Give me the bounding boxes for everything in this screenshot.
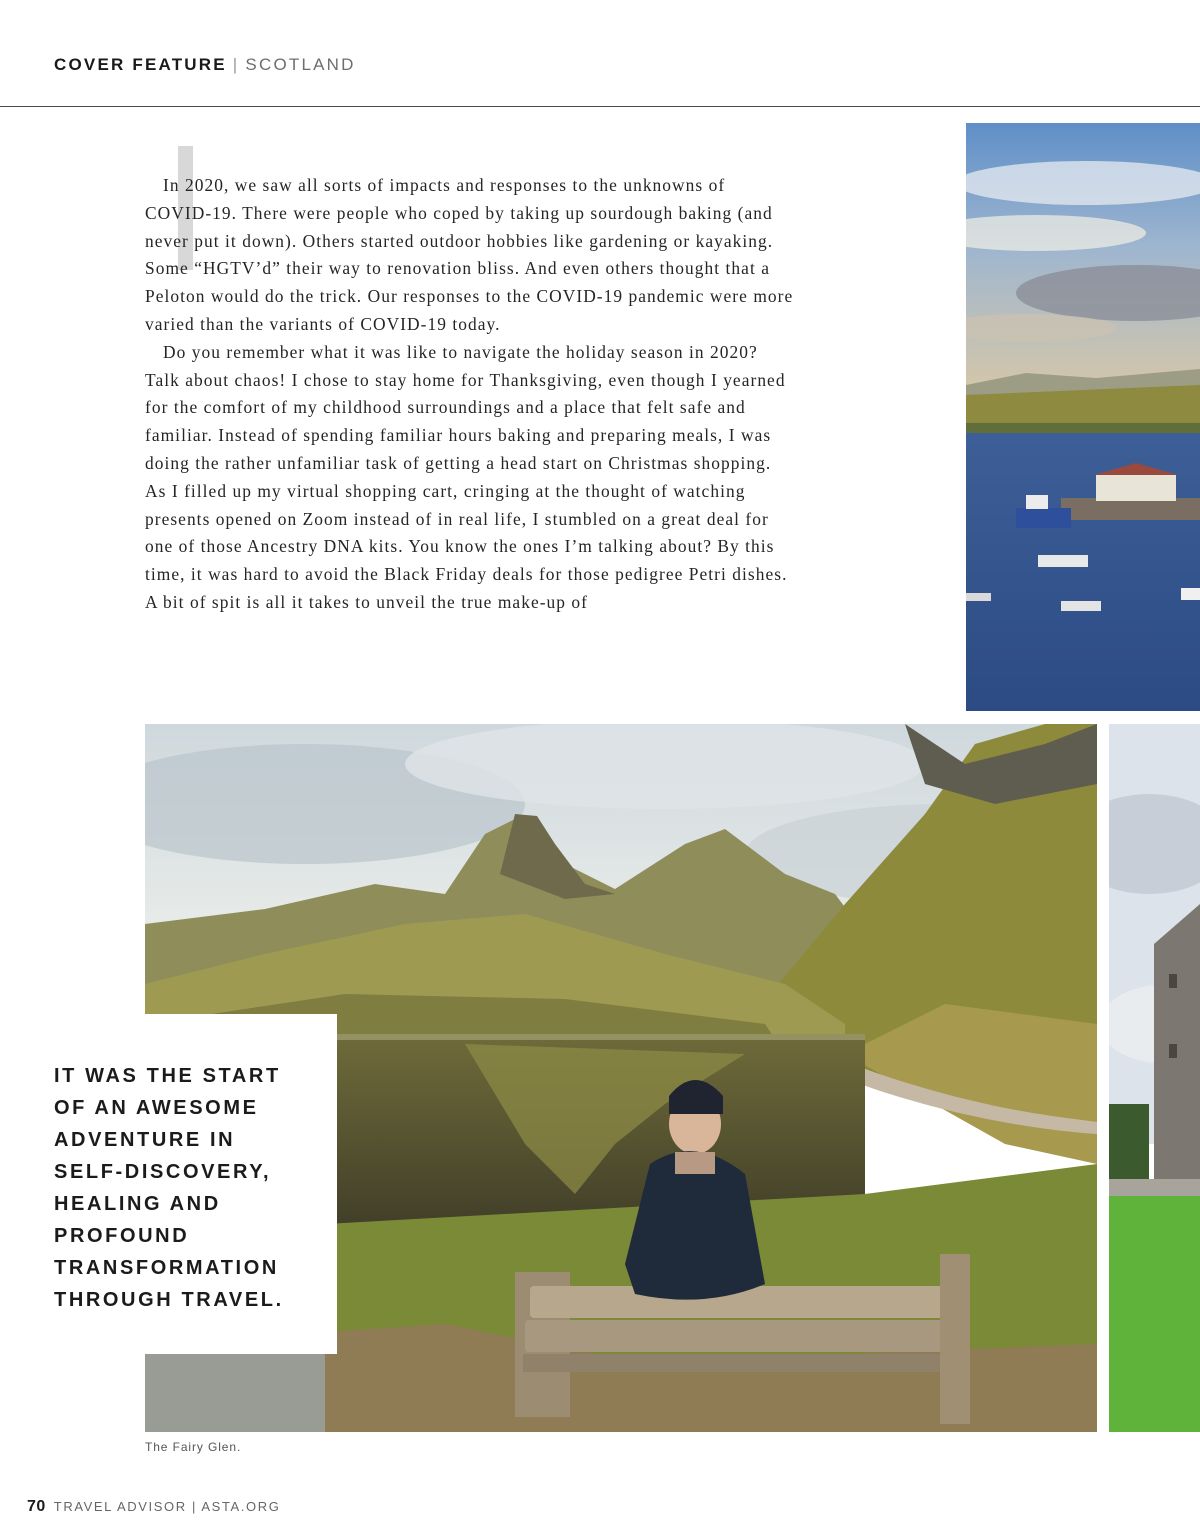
castle-photo	[1109, 724, 1200, 1432]
article-paragraph-1: In 2020, we saw all sorts of impacts and responses to the unknowns of COVID-19. There were people who coped by taking up sourdough baking (and never put it down). Others started outdoor hobbies like gardening or kayaking. Some “HGTV’d” their way to renovation bliss. And even others thought that a Peloton would do the trick. Our responses to the COVID-19 pandemic were more varied than the variants of COVID-19 today.	[145, 175, 794, 334]
article-body	[145, 172, 795, 617]
section-label: COVER FEATURE	[54, 55, 227, 74]
article-paragraph-2: Do you remember what it was like to navigate the holiday season in 2020? Talk about chaos! I chose to stay home for Thanksgiving, even though I yearned for the comfort of my childhood surroundings and a place that felt safe and familiar. Instead of spending familiar hours baking and preparing meals, I was doing the rather unfamiliar task of getting a head start on Christmas shopping. As I filled up my virtual shopping cart, cringing at the thought of watching presents opened on Zoom instead of in real life, I stumbled on a great deal for one of those Ancestry DNA kits. You know the ones I’m talking about? By this time, it was hard to avoid the Black Friday deals for those pedigree Petri dishes. A bit of spit is all it takes to unveil the true make-up of	[145, 341, 788, 612]
section-topic: SCOTLAND	[245, 55, 356, 74]
page-footer	[27, 1497, 280, 1517]
section-header	[54, 54, 356, 76]
harbor-photo	[966, 123, 1200, 711]
header-separator: |	[232, 55, 240, 74]
pullquote: IT WAS THE START OF AN AWESOME ADVENTURE IN SELF-DISCOVERY, HEALING AND PROFOUND TRANSFORMATION THROUGH TRAVEL.	[54, 1065, 284, 1311]
header-rule	[0, 106, 1200, 107]
publication-name: TRAVEL ADVISOR | ASTA.ORG	[53, 1499, 281, 1514]
photo-caption: The Fairy Glen.	[145, 1440, 242, 1454]
page-number: 70	[27, 1498, 46, 1515]
